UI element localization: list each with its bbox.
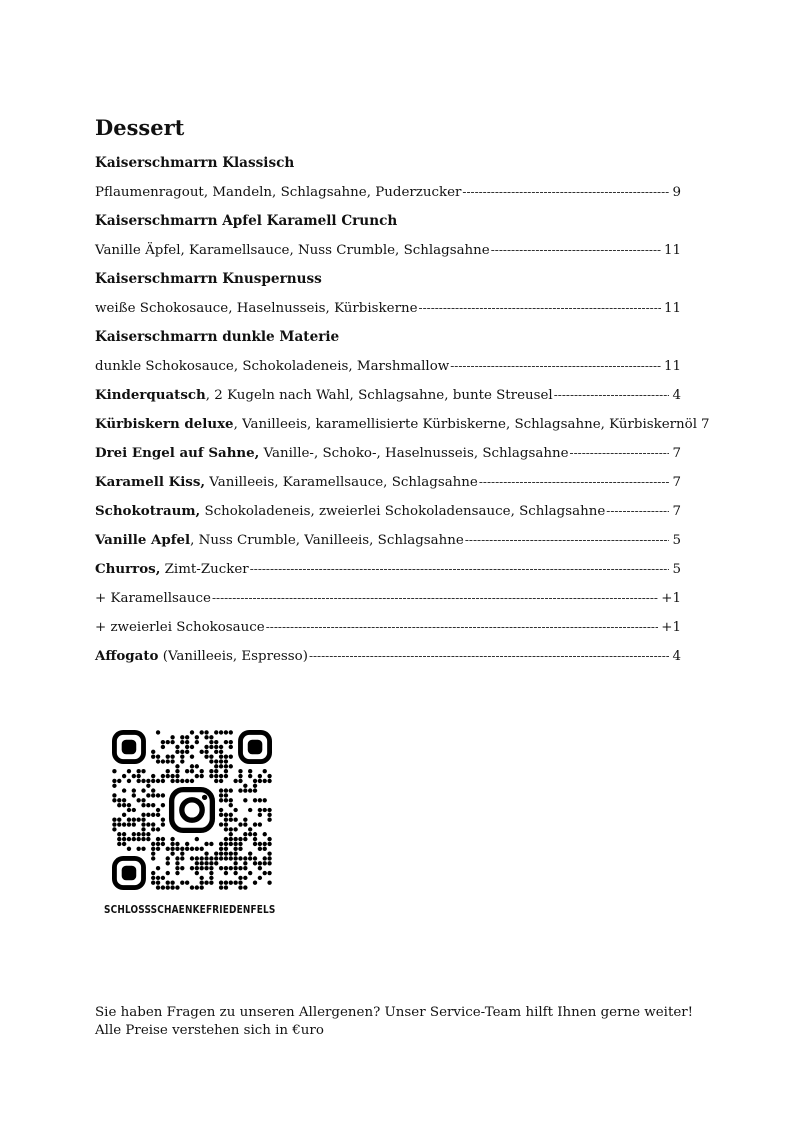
instagram-handle: SCHLOSSSCHAENKEFRIEDENFELS: [104, 904, 276, 916]
dot-leader: [309, 646, 670, 666]
instagram-qr-block: [104, 730, 284, 916]
menu-item-details: Pflaumenragout, Mandeln, Schlagsahne, Puderzucker: [95, 185, 462, 200]
dot-leader: [462, 182, 669, 202]
menu-item-price: 11: [663, 243, 681, 258]
menu-item: [95, 240, 681, 260]
menu-item-price: 11: [663, 301, 681, 316]
menu-list: [95, 153, 710, 666]
menu-item-details: Vanille Äpfel, Karamellsauce, Nuss Crumble, Schlagsahne: [95, 243, 490, 258]
dot-leader: [450, 356, 661, 376]
menu-item-details: Zimt-Zucker: [160, 562, 249, 577]
menu-item-description: [95, 530, 464, 551]
menu-item-description: [95, 559, 249, 580]
dish-heading: Kaiserschmarrn Knuspernuss: [95, 271, 322, 287]
menu-item-details: + zweierlei Schokosauce: [95, 620, 265, 635]
menu-item-price: 11: [663, 359, 681, 374]
dot-leader: [212, 588, 658, 608]
menu-item-details: Schokoladeneis, zweierlei Schokoladensauce, Schlagsahne: [200, 504, 606, 519]
dot-leader: [465, 530, 670, 550]
menu-item-description: [95, 357, 449, 377]
menu-section: [95, 114, 710, 675]
menu-item: [95, 646, 681, 666]
menu-item-details: , 2 Kugeln nach Wahl, Schlagsahne, bunte Streusel: [205, 388, 553, 403]
menu-item-price: +1: [661, 620, 681, 635]
menu-item-name: Kürbiskern deluxe: [95, 416, 234, 432]
dish-heading: Kaiserschmarrn dunkle Materie: [95, 329, 340, 345]
menu-item: [95, 530, 681, 550]
menu-item-price: 5: [672, 562, 681, 577]
menu-item-price: 7: [701, 417, 710, 432]
menu-item-name: Drei Engel auf Sahne,: [95, 445, 260, 461]
menu-item-description: [95, 183, 461, 203]
menu-item-details: Vanille-, Schoko-, Haselnusseis, Schlagsahne: [259, 446, 569, 461]
menu-item-name: Karamell Kiss,: [95, 474, 206, 490]
allergen-note: Sie haben Fragen zu unseren Allergenen? Unser Service-Team hilft Ihnen gerne weiter!: [95, 1005, 694, 1020]
menu-item-name: Schokotraum,: [95, 503, 201, 519]
menu-item-details: dunkle Schokosauce, Schokoladeneis, Marshmallow: [95, 359, 450, 374]
menu-item-name: Affogato: [95, 648, 159, 664]
dot-leader: [479, 472, 670, 492]
menu-item: [95, 298, 681, 318]
menu-item-price: 7: [672, 446, 681, 461]
dot-leader: [554, 385, 670, 405]
menu-item-name: Churros,: [95, 561, 161, 577]
menu-item-price: 4: [672, 388, 681, 403]
menu-item: [95, 472, 681, 492]
menu-item-description: [95, 241, 490, 261]
footer-note: [95, 1004, 693, 1040]
menu-item-price: 4: [672, 649, 681, 664]
menu-item: [95, 356, 681, 376]
dot-leader: [266, 617, 659, 637]
dot-leader: [570, 443, 670, 463]
menu-item-details: , Nuss Crumble, Vanilleeis, Schlagsahne: [190, 533, 464, 548]
section-title: Dessert: [95, 115, 185, 140]
menu-item: [95, 588, 681, 608]
menu-item-description: [95, 414, 697, 435]
menu-item-description: [95, 646, 308, 667]
menu-item: [95, 559, 681, 579]
dot-leader: [606, 501, 669, 521]
menu-item-description: [95, 589, 211, 609]
menu-item-price: +1: [661, 591, 681, 606]
dish-heading: Kaiserschmarrn Apfel Karamell Crunch: [95, 213, 398, 229]
menu-item-price: 7: [672, 504, 681, 519]
menu-item-name: Kinderquatsch: [95, 387, 206, 403]
menu-item-description: [95, 385, 553, 406]
menu-item-price: 9: [672, 185, 681, 200]
dot-leader: [491, 240, 661, 260]
dish-heading: Kaiserschmarrn Klassisch: [95, 155, 295, 171]
menu-item-details: weiße Schokosauce, Haselnusseis, Kürbiskerne: [95, 301, 418, 316]
menu-item-price: 7: [672, 475, 681, 490]
menu-item: [95, 501, 681, 521]
menu-item: [95, 414, 710, 434]
menu-item-details: + Karamellsauce: [95, 591, 211, 606]
menu-item-details: (Vanilleeis, Espresso): [158, 649, 308, 664]
menu-item: [95, 182, 681, 202]
menu-item-name: Vanille Apfel: [95, 532, 191, 548]
menu-item-description: [95, 443, 569, 464]
menu-item: [95, 443, 681, 463]
menu-item-details: Vanilleeis, Karamellsauce, Schlagsahne: [205, 475, 478, 490]
menu-item-description: [95, 299, 418, 319]
dot-leader: [419, 298, 661, 318]
menu-item-description: [95, 618, 265, 638]
menu-item-description: [95, 472, 478, 493]
menu-item-details: , Vanilleeis, karamellisierte Kürbiskerne, Schlagsahne, Kürbiskernöl: [233, 417, 698, 432]
menu-item-description: [95, 501, 605, 522]
menu-item: [95, 617, 681, 637]
dot-leader: [250, 559, 670, 579]
menu-item: [95, 385, 681, 405]
instagram-qr-code-icon[interactable]: [112, 730, 272, 890]
currency-note: Alle Preise verstehen sich in €uro: [95, 1023, 324, 1038]
menu-item-price: 5: [672, 533, 681, 548]
